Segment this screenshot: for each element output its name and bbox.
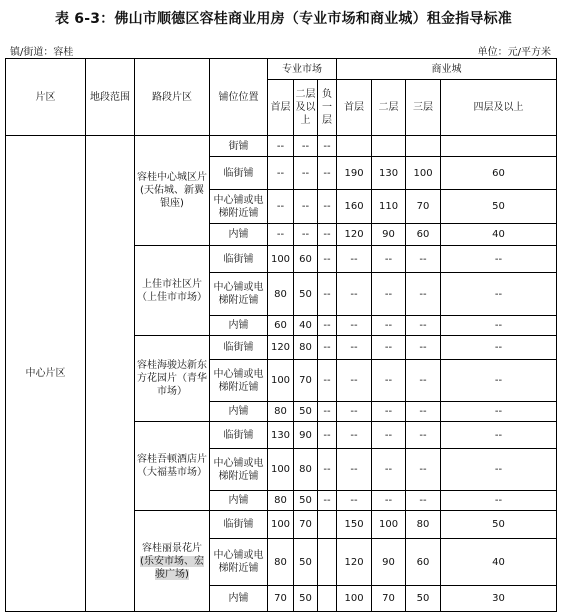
rent-market-second-cell: 80: [294, 449, 318, 491]
position-cell: 街铺: [210, 136, 268, 157]
rent-city-second-cell: --: [372, 336, 406, 360]
rent-market-second-cell: --: [294, 224, 318, 246]
rent-market-second-cell: 50: [294, 539, 318, 586]
rent-city-first-cell: --: [337, 491, 372, 511]
header-zone: 片区: [6, 59, 86, 136]
rent-city-second-cell: --: [372, 316, 406, 336]
position-cell: 中心铺或电梯附近铺: [210, 449, 268, 491]
rent-city-first-cell: --: [337, 360, 372, 402]
page-title: 表 6-3：佛山市顺德区容桂商业用房（专业市场和商业城）租金指导标准: [55, 11, 512, 27]
rent-market-basement-cell: --: [318, 449, 337, 491]
rent-city-third-cell: --: [406, 491, 441, 511]
road-section-name: 容桂吾顿酒店片（大福基市场）: [137, 454, 207, 478]
rent-market-second-cell: 90: [294, 422, 318, 449]
rent-city-third-cell: --: [406, 449, 441, 491]
rent-city-third-cell: 70: [406, 190, 441, 224]
rent-city-third-cell: 80: [406, 511, 441, 539]
rent-market-second-cell: --: [294, 136, 318, 157]
rent-city-fourth-cell: 50: [441, 511, 557, 539]
rent-market-first-cell: --: [268, 136, 294, 157]
rent-city-third-cell: --: [406, 336, 441, 360]
position-cell: 临街铺: [210, 157, 268, 190]
road-section-note: (乐安市场、宏骏广场): [140, 555, 204, 580]
rent-market-first-cell: 130: [268, 422, 294, 449]
rent-market-first-cell: 100: [268, 511, 294, 539]
rent-city-third-cell: --: [406, 273, 441, 316]
rent-market-basement-cell: --: [318, 157, 337, 190]
rent-market-first-cell: 100: [268, 246, 294, 273]
rent-city-fourth-cell: --: [441, 491, 557, 511]
rent-city-second-cell: 130: [372, 157, 406, 190]
rent-market-first-cell: 80: [268, 539, 294, 586]
rent-city-fourth-cell: --: [441, 273, 557, 316]
rent-city-first-cell: --: [337, 449, 372, 491]
rent-market-second-cell: 50: [294, 402, 318, 422]
header-market-first: 首层: [268, 80, 294, 136]
rent-city-first-cell: 160: [337, 190, 372, 224]
header-city-fourth: 四层及以上: [441, 80, 557, 136]
rent-market-basement-cell: [318, 511, 337, 539]
rent-city-first-cell: 120: [337, 539, 372, 586]
rent-city-fourth-cell: 50: [441, 190, 557, 224]
rent-city-fourth-cell: [441, 136, 557, 157]
road-section-cell: [135, 136, 210, 246]
road-section-name: 容桂中心城区片(天佑城、新翼银座): [137, 172, 207, 209]
road-section-cell: [135, 422, 210, 511]
rent-city-third-cell: --: [406, 360, 441, 402]
rent-city-fourth-cell: --: [441, 422, 557, 449]
position-cell: 临街铺: [210, 336, 268, 360]
rent-market-second-cell: 50: [294, 491, 318, 511]
rent-market-basement-cell: --: [318, 491, 337, 511]
rent-city-fourth-cell: 30: [441, 586, 557, 612]
rent-market-second-cell: --: [294, 190, 318, 224]
road-section-name: 上佳市社区片（上佳市市场）: [137, 278, 207, 303]
position-cell: 中心铺或电梯附近铺: [210, 360, 268, 402]
rent-market-basement-cell: --: [318, 360, 337, 402]
rent-city-second-cell: 100: [372, 511, 406, 539]
position-cell: 中心铺或电梯附近铺: [210, 539, 268, 586]
rent-market-second-cell: 70: [294, 511, 318, 539]
rent-city-third-cell: 60: [406, 539, 441, 586]
rent-city-fourth-cell: --: [441, 360, 557, 402]
rent-market-first-cell: --: [268, 190, 294, 224]
rent-market-first-cell: 80: [268, 402, 294, 422]
rent-city-second-cell: [372, 136, 406, 157]
rent-city-third-cell: [406, 136, 441, 157]
position-cell: 内铺: [210, 586, 268, 612]
position-cell: 内铺: [210, 402, 268, 422]
rent-city-second-cell: --: [372, 246, 406, 273]
position-cell: 内铺: [210, 316, 268, 336]
header-road: 路段片区: [135, 59, 210, 136]
rent-city-first-cell: --: [337, 316, 372, 336]
rent-city-second-cell: --: [372, 402, 406, 422]
rent-city-fourth-cell: 40: [441, 539, 557, 586]
rent-city-first-cell: --: [337, 336, 372, 360]
rent-city-first-cell: --: [337, 273, 372, 316]
town-label: 镇/街道：容桂: [10, 47, 74, 58]
rent-city-second-cell: --: [372, 360, 406, 402]
position-cell: 内铺: [210, 224, 268, 246]
rent-city-first-cell: 150: [337, 511, 372, 539]
rent-market-basement-cell: [318, 586, 337, 612]
rent-city-fourth-cell: --: [441, 316, 557, 336]
position-cell: 中心铺或电梯附近铺: [210, 190, 268, 224]
header-city-first: 首层: [337, 80, 372, 136]
rent-city-third-cell: 60: [406, 224, 441, 246]
header-city-second: 二层: [372, 80, 406, 136]
zone-cell: 中心片区: [6, 136, 86, 612]
rent-city-first-cell: [337, 136, 372, 157]
rent-market-basement-cell: --: [318, 190, 337, 224]
header-city-third: 三层: [406, 80, 441, 136]
table-row: [6, 136, 557, 157]
rent-city-second-cell: 110: [372, 190, 406, 224]
header-market-group: 专业市场: [268, 59, 337, 80]
rent-market-second-cell: 70: [294, 360, 318, 402]
rent-city-third-cell: --: [406, 402, 441, 422]
rent-city-fourth-cell: 60: [441, 157, 557, 190]
rent-market-basement-cell: --: [318, 316, 337, 336]
header-market-basement: 负一层: [318, 80, 337, 136]
rent-city-fourth-cell: 40: [441, 224, 557, 246]
road-section-cell: [135, 246, 210, 336]
rent-city-second-cell: --: [372, 422, 406, 449]
rent-city-first-cell: --: [337, 422, 372, 449]
rent-city-third-cell: --: [406, 316, 441, 336]
rent-market-first-cell: 100: [268, 449, 294, 491]
range-cell: [86, 136, 135, 612]
rent-market-basement-cell: --: [318, 136, 337, 157]
rent-market-basement-cell: --: [318, 402, 337, 422]
rent-market-first-cell: 120: [268, 336, 294, 360]
road-section-cell: [135, 336, 210, 422]
rent-market-first-cell: --: [268, 157, 294, 190]
road-section-cell: [135, 511, 210, 612]
rent-market-basement-cell: --: [318, 246, 337, 273]
rent-city-third-cell: 50: [406, 586, 441, 612]
position-cell: 内铺: [210, 491, 268, 511]
rent-city-fourth-cell: --: [441, 336, 557, 360]
rent-city-fourth-cell: --: [441, 449, 557, 491]
rent-market-second-cell: 80: [294, 336, 318, 360]
rent-city-third-cell: 100: [406, 157, 441, 190]
rent-city-fourth-cell: --: [441, 402, 557, 422]
position-cell: 中心铺或电梯附近铺: [210, 273, 268, 316]
rent-city-first-cell: 190: [337, 157, 372, 190]
rent-market-first-cell: 80: [268, 273, 294, 316]
rent-market-first-cell: 80: [268, 491, 294, 511]
rent-city-second-cell: --: [372, 449, 406, 491]
unit-label: 单位：元/平方米: [477, 47, 551, 58]
rent-market-second-cell: 50: [294, 586, 318, 612]
road-section-name: 容桂丽景花片: [142, 542, 202, 554]
rent-city-first-cell: --: [337, 402, 372, 422]
rent-city-third-cell: --: [406, 246, 441, 273]
rent-city-second-cell: 90: [372, 539, 406, 586]
rent-market-second-cell: 40: [294, 316, 318, 336]
rent-market-basement-cell: --: [318, 224, 337, 246]
rent-market-second-cell: --: [294, 157, 318, 190]
rent-market-first-cell: 60: [268, 316, 294, 336]
rent-city-second-cell: --: [372, 491, 406, 511]
road-section-name: 容桂海骏达新东方花园片（青华市场）: [137, 360, 207, 397]
rent-market-first-cell: --: [268, 224, 294, 246]
rent-market-first-cell: 70: [268, 586, 294, 612]
rent-city-third-cell: --: [406, 422, 441, 449]
rent-city-second-cell: --: [372, 273, 406, 316]
header-range: 地段范围: [86, 59, 135, 136]
rent-market-basement-cell: [318, 539, 337, 586]
rent-market-first-cell: 100: [268, 360, 294, 402]
header-row: [6, 59, 557, 80]
rent-city-fourth-cell: --: [441, 246, 557, 273]
rent-market-second-cell: 50: [294, 273, 318, 316]
rent-market-second-cell: 60: [294, 246, 318, 273]
rent-market-basement-cell: --: [318, 273, 337, 316]
header-city-group: 商业城: [337, 59, 557, 80]
position-cell: 临街铺: [210, 246, 268, 273]
header-market-second: 二层及以上: [294, 80, 318, 136]
position-cell: 临街铺: [210, 511, 268, 539]
rent-city-second-cell: 90: [372, 224, 406, 246]
rent-table: [5, 58, 557, 612]
header-position: 铺位位置: [210, 59, 268, 136]
rent-market-basement-cell: --: [318, 422, 337, 449]
position-cell: 临街铺: [210, 422, 268, 449]
rent-city-second-cell: 70: [372, 586, 406, 612]
rent-market-basement-cell: --: [318, 336, 337, 360]
rent-city-first-cell: 100: [337, 586, 372, 612]
rent-city-first-cell: --: [337, 246, 372, 273]
rent-city-first-cell: 120: [337, 224, 372, 246]
